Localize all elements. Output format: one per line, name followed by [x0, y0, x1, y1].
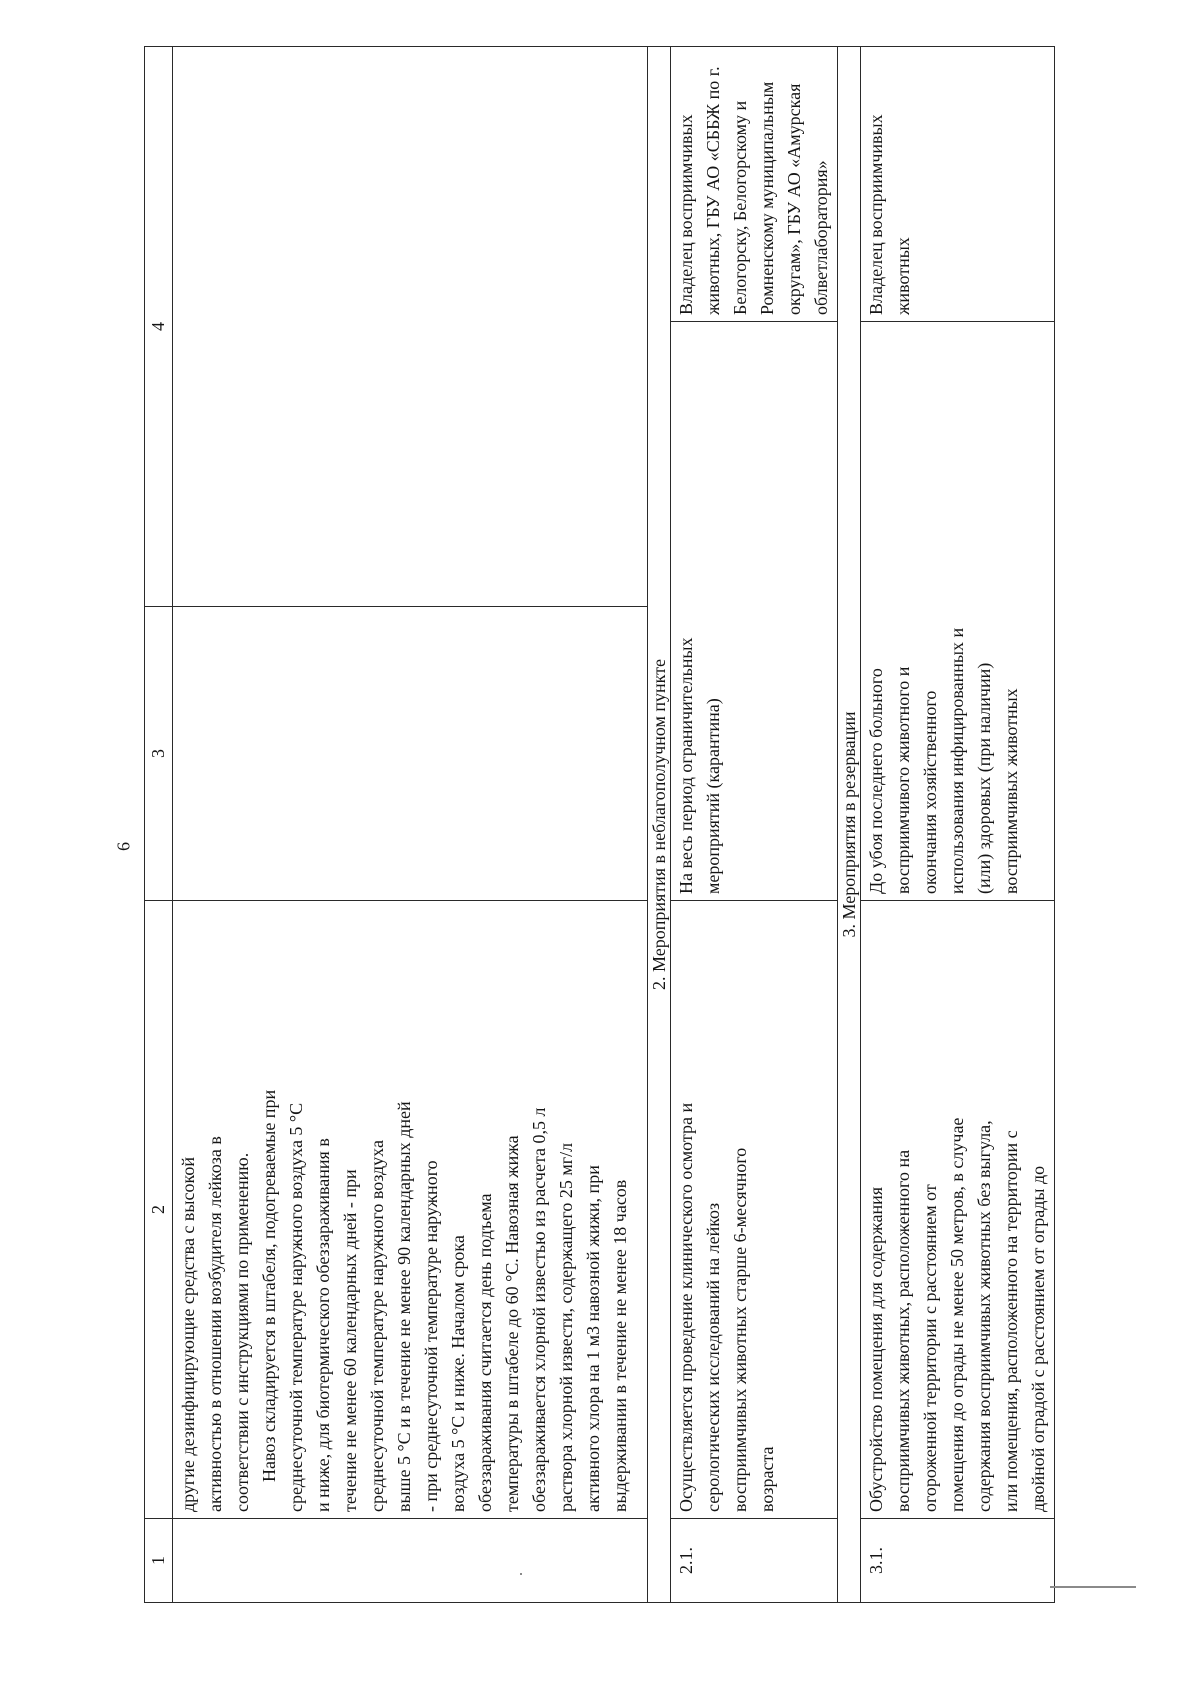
- text-line: и ниже, для биотермического обеззараживания в: [313, 1138, 333, 1512]
- row-number: [173, 1519, 648, 1603]
- header-col-1: 1: [145, 1519, 173, 1603]
- text-line: обеззараживания считается день подъема: [475, 1193, 495, 1512]
- responsible-cell: [173, 47, 648, 607]
- text-line: использования инфицированных и: [947, 627, 967, 894]
- section-3-title: 3. Мероприятия в резервации: [838, 47, 861, 1603]
- text-line: восприимчивых животных, расположенного на: [893, 1149, 913, 1512]
- text-line: соответствии с инструкциями по применению.: [232, 1152, 252, 1512]
- text-line: - при среднесуточной температуре наружного: [421, 1160, 441, 1512]
- text-line: активного хлора на 1 м3 навозной жижи, при: [583, 1165, 603, 1512]
- term-cell: [173, 607, 648, 901]
- text-line: Навоз складируется в штабеля, подогреваемые при: [259, 1089, 279, 1482]
- text-line: раствора хлорной извести, содержащего 25 мг/л: [556, 1142, 576, 1512]
- text-line: До убоя последнего больного: [866, 668, 886, 894]
- text-line: воздуха 5 °С и ниже. Началом срока: [448, 1235, 468, 1512]
- scan-dot-mark: [520, 1573, 522, 1575]
- text-line: (или) здоровых (при наличии): [974, 662, 994, 894]
- text-line: огороженной территории с расстоянием от: [920, 1184, 940, 1512]
- text-line: обеззараживается хлорной известью из расчета 0,5 л: [529, 1107, 549, 1512]
- rotated-table-wrapper: [144, 47, 1048, 1603]
- header-row: [145, 47, 173, 1603]
- text-line: или помещения, расположенного на территории с: [1001, 1130, 1021, 1512]
- text-line: восприимчивых животных: [1001, 688, 1021, 894]
- text-line: среднесуточной температуре наружного воздуха: [367, 1140, 387, 1512]
- responsible-cell: [861, 47, 1055, 322]
- text-line: восприимчивого животного и: [893, 666, 913, 894]
- text-line: мероприятий (карантина): [703, 698, 723, 894]
- text-line: животных, ГБУ АО «СББЖ по г.: [703, 66, 723, 315]
- text-line: округам», ГБУ АО «Амурская: [784, 83, 804, 315]
- text-line: На весь период ограничительных: [676, 637, 696, 894]
- text-line: температуры в штабеле до 60 °С. Навозная жижа: [502, 1135, 522, 1512]
- term-cell: [671, 322, 838, 901]
- text-line: содержания восприимчивых животных без выгула,: [974, 1120, 994, 1512]
- text-line: возраста: [757, 1446, 777, 1512]
- table-row-continuation: [173, 47, 648, 1603]
- text-line: другие дезинфицирующие средства с высокой: [178, 1157, 198, 1512]
- text-line: животных: [893, 237, 913, 315]
- header-col-2: 2: [145, 901, 173, 1519]
- scan-dash-mark: [1050, 1586, 1136, 1588]
- text-line: двойной оградой с расстоянием от ограды до: [1028, 1165, 1048, 1512]
- table-row-3-1: [861, 47, 1055, 1603]
- text-line: Владелец восприимчивых: [676, 114, 696, 315]
- text-line: Обустройство помещения для содержания: [866, 1187, 886, 1512]
- header-col-3: 3: [145, 607, 173, 901]
- text-line: течение не менее 60 календарных дней - при: [340, 1169, 360, 1512]
- text-line: серологических исследований на лейкоз: [703, 1202, 723, 1512]
- text-line: выше 5 °С и в течение не менее 90 календарных дней: [394, 1101, 414, 1512]
- term-cell: [861, 322, 1055, 901]
- text-line: активностью в отношении возбудителя лейкоза в: [205, 1136, 225, 1512]
- section-row-3: [838, 47, 861, 1603]
- text-line: Владелец восприимчивых: [866, 114, 886, 315]
- text-line: выдерживании в течение не менее 18 часов: [610, 1179, 630, 1512]
- section-2-title: 2. Мероприятия в неблагополучном пункте: [648, 47, 671, 1603]
- text-line: помещения до ограды не менее 50 метров, в случае: [947, 1117, 967, 1512]
- text-line: облветлаборатория»: [811, 160, 831, 315]
- page-number: 6: [113, 842, 134, 851]
- header-col-4: 4: [145, 47, 173, 607]
- table-row-2-1: [671, 47, 838, 1603]
- measure-cell: [671, 901, 838, 1519]
- measure-cell: [173, 901, 648, 1519]
- measures-table: [144, 46, 1055, 1603]
- text-line: Осуществляется проведение клинического осмотра и: [676, 1102, 696, 1512]
- responsible-cell: [671, 47, 838, 322]
- measure-cell: [861, 901, 1055, 1519]
- text-line: Ромненскому муниципальным: [757, 81, 777, 315]
- row-number: 3.1.: [861, 1519, 1055, 1603]
- text-line: окончания хозяйственного: [920, 690, 940, 894]
- row-number: 2.1.: [671, 1519, 838, 1603]
- text-line: восприимчивых животных старше 6-месячного: [730, 1147, 750, 1512]
- text-line: среднесуточной температуре наружного воздуха 5 °С: [286, 1102, 306, 1512]
- section-row-2: [648, 47, 671, 1603]
- text-line: Белогорску, Белогорскому и: [730, 100, 750, 315]
